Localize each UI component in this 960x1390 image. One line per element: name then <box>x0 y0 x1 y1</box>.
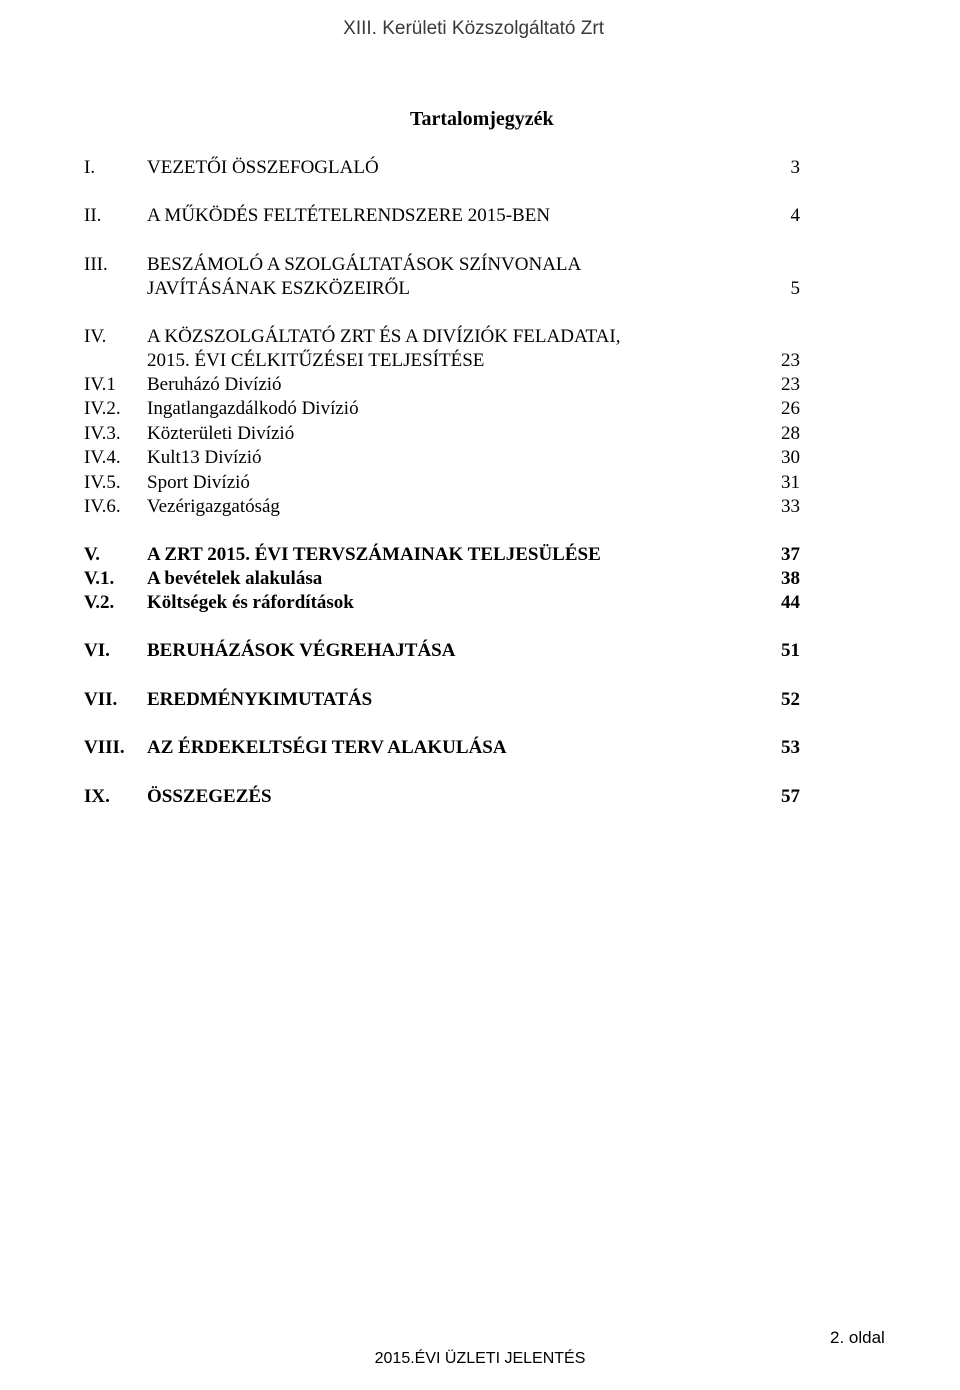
toc-entry-title: A MŰKÖDÉS FELTÉTELRENDSZERE 2015-BEN <box>147 205 551 226</box>
toc-entry-title-continued: JAVÍTÁSÁNAK ESZKÖZEIRŐL <box>147 278 411 299</box>
toc-entry-title: Közterületi Divízió <box>147 423 295 444</box>
toc-entry-title: Beruházó Divízió <box>147 374 282 395</box>
toc-entry-page: 26 <box>781 398 800 419</box>
toc-entry-number: V.1. <box>84 568 115 589</box>
toc-entry-title: Vezérigazgatóság <box>147 496 280 517</box>
toc-entry-title: ÖSSZEGEZÉS <box>147 786 272 807</box>
toc-entry-page: 57 <box>781 786 800 807</box>
toc-entry-page: 33 <box>781 496 800 517</box>
toc-entry-number: IV. <box>84 326 107 347</box>
toc-entry-title: EREDMÉNYKIMUTATÁS <box>147 689 373 710</box>
toc-entry-number: IV.4. <box>84 447 121 468</box>
toc-entry-number: IX. <box>84 786 110 807</box>
toc-entry-number: VI. <box>84 640 110 661</box>
toc-entry-title: Sport Divízió <box>147 472 250 493</box>
toc-entry-number: I. <box>84 157 96 178</box>
toc-entry-title: AZ ÉRDEKELTSÉGI TERV ALAKULÁSA <box>147 737 507 758</box>
toc-entry-number: IV.2. <box>84 398 121 419</box>
toc-entry-number: II. <box>84 205 102 226</box>
page-number: 2. oldal <box>830 1328 885 1347</box>
toc-entry-number: VII. <box>84 689 118 710</box>
page-footer: 2015.ÉVI ÜZLETI JELENTÉS <box>374 1350 586 1367</box>
toc-entry-page: 53 <box>781 737 800 758</box>
toc-entry-page: 31 <box>781 472 800 493</box>
header-text: XIII. Kerületi Közszolgáltató Zrt <box>343 18 604 39</box>
toc-entry-title: A bevételek alakulása <box>147 568 323 589</box>
toc-entry-page: 52 <box>781 689 800 710</box>
toc-entry-number: V.2. <box>84 592 115 613</box>
page-header <box>0 18 960 40</box>
toc-entry-title: A KÖZSZOLGÁLTATÓ ZRT ÉS A DIVÍZIÓK FELADATAI, <box>147 326 621 347</box>
toc-entry-title: Költségek és ráfordítások <box>147 592 354 613</box>
toc-entry-number: IV.1 <box>84 374 116 395</box>
toc-entry-title-continued: 2015. ÉVI CÉLKITŰZÉSEI TELJESÍTÉSE <box>147 350 485 371</box>
toc-entry-page: 38 <box>781 568 800 589</box>
toc-entry-title: Kult13 Divízió <box>147 447 262 468</box>
toc-entry-page: 30 <box>781 447 800 468</box>
toc-entry-page: 4 <box>790 205 800 226</box>
toc-entry-page: 3 <box>790 157 800 178</box>
toc-entry-page: 23 <box>781 350 800 371</box>
toc-title: Tartalomjegyzék <box>410 108 554 130</box>
toc-entry-title: Ingatlangazdálkodó Divízió <box>147 398 359 419</box>
toc-entry-title: VEZETŐI ÖSSZEFOGLALÓ <box>147 157 379 178</box>
toc-entry-number: IV.6. <box>84 496 121 517</box>
toc-entry-number: VIII. <box>84 737 125 758</box>
toc-entry-title: BERUHÁZÁSOK VÉGREHAJTÁSA <box>147 640 456 661</box>
toc-entry-title: BESZÁMOLÓ A SZOLGÁLTATÁSOK SZÍNVONALA <box>147 254 582 275</box>
toc-entry-page: 28 <box>781 423 800 444</box>
toc-entry-page: 37 <box>781 544 800 565</box>
toc-entry-page: 44 <box>781 592 800 613</box>
toc-entry-title: A ZRT 2015. ÉVI TERVSZÁMAINAK TELJESÜLÉSE <box>147 544 601 565</box>
toc-entry-number: V. <box>84 544 101 565</box>
toc-entry-page: 23 <box>781 374 800 395</box>
toc-entry-page: 51 <box>781 640 800 661</box>
toc-entry-number: IV.3. <box>84 423 121 444</box>
toc-entry-page: 5 <box>790 278 800 299</box>
toc-entry-number: III. <box>84 254 108 275</box>
toc-entry-number: IV.5. <box>84 472 121 493</box>
